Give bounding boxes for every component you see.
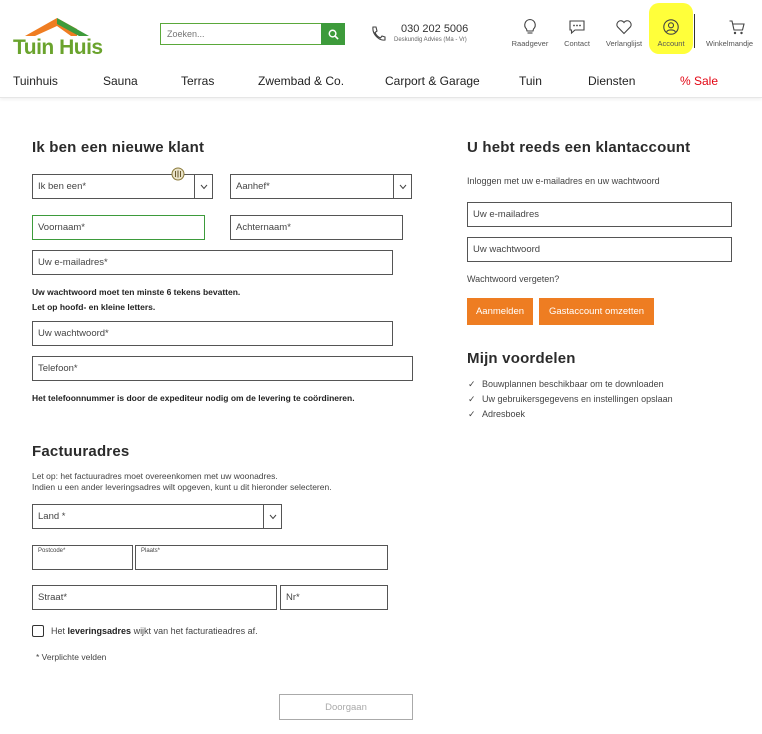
header-divider	[694, 14, 695, 48]
phone-subtitle: Deskundig Advies (Ma - Vr)	[394, 37, 467, 43]
bulb-icon	[522, 18, 538, 36]
check-icon: ✓	[468, 409, 476, 419]
main-nav	[0, 66, 762, 98]
benefits-title: Mijn voordelen	[467, 350, 576, 367]
login-email-field[interactable]	[467, 202, 732, 227]
benefit-text: Bouwplannen beschikbaar om te downloaden	[482, 379, 664, 389]
street-placeholder: Straat*	[38, 592, 68, 603]
billing-title: Factuuradres	[32, 443, 130, 460]
benefit-item	[468, 379, 664, 390]
country-value: Land *	[38, 511, 66, 522]
last-name-placeholder: Achternaam*	[236, 222, 291, 233]
house-number-field[interactable]	[280, 585, 388, 610]
check-icon: ✓	[468, 379, 476, 389]
country-select[interactable]	[32, 504, 282, 529]
logo[interactable]	[13, 16, 113, 60]
contact-label: Contact	[564, 39, 590, 48]
phone-icon	[370, 25, 386, 43]
salutation-value: Aanhef*	[236, 181, 270, 192]
required-note: * Verplichte velden	[36, 652, 107, 662]
winkelmandje-link[interactable]	[706, 18, 762, 52]
new-customer-title: Ik ben een nieuwe klant	[32, 139, 205, 156]
chat-icon	[568, 18, 586, 36]
city-field[interactable]	[135, 545, 388, 570]
guest-account-button[interactable]: Gastaccount omzetten	[539, 298, 654, 325]
password-field[interactable]	[32, 321, 393, 346]
phone-field[interactable]	[32, 356, 413, 381]
search-bar	[160, 23, 345, 45]
street-field[interactable]	[32, 585, 277, 610]
chevron-down-icon	[263, 505, 281, 528]
password-placeholder: Uw wachtwoord*	[38, 328, 109, 339]
phone-placeholder: Telefoon*	[38, 363, 78, 374]
email-placeholder: Uw e-mailadres*	[38, 257, 108, 268]
password-note-1: Uw wachtwoord moet ten minste 6 tekens bevatten.	[32, 287, 241, 297]
login-email-placeholder: Uw e-mailadres	[473, 209, 539, 220]
password-note-2: Let op hoofd- en kleine letters.	[32, 302, 156, 312]
nav-item-diensten[interactable]: Diensten	[588, 74, 636, 88]
nav-item-tuin[interactable]: Tuin	[519, 74, 542, 88]
email-field[interactable]	[32, 250, 393, 275]
benefit-item	[468, 409, 525, 420]
forgot-password-link[interactable]: Wachtwoord vergeten?	[467, 274, 560, 284]
nav-item-sauna[interactable]: Sauna	[103, 74, 138, 88]
phone-note: Het telefoonnummer is door de expediteur nodig om de levering te coördineren.	[32, 393, 355, 403]
house-number-placeholder: Nr*	[286, 592, 300, 603]
nav-item-sale[interactable]: % Sale	[680, 74, 719, 88]
nav-item-carport[interactable]: Carport & Garage	[385, 74, 480, 88]
billing-note-1: Let op: het factuuradres moet overeenkomen met uw woonadres.	[32, 471, 278, 481]
cursor-icon	[171, 167, 185, 181]
benefit-text: Adresboek	[482, 409, 526, 419]
salutation-select[interactable]	[230, 174, 412, 199]
search-button[interactable]	[321, 23, 345, 45]
search-icon	[328, 29, 339, 40]
benefit-text: Uw gebruikersgegevens en instellingen opslaan	[482, 394, 673, 404]
city-label: Plaats*	[141, 548, 161, 554]
customer-type-value: Ik ben een*	[38, 181, 87, 192]
cart-icon	[728, 18, 746, 36]
customer-type-select[interactable]	[32, 174, 213, 199]
first-name-placeholder: Voornaam*	[38, 222, 86, 233]
nav-item-terras[interactable]: Terras	[181, 74, 215, 88]
heart-icon	[615, 18, 633, 36]
delivery-suffix: wijkt van het facturatieadres af.	[131, 626, 258, 636]
delivery-address-checkbox[interactable]	[32, 625, 44, 637]
delivery-bold: leveringsadres	[67, 626, 132, 636]
login-password-field[interactable]	[467, 237, 732, 262]
user-icon	[662, 18, 680, 36]
delivery-address-label[interactable]	[51, 626, 258, 636]
login-button[interactable]: Aanmelden	[467, 298, 533, 325]
account-link[interactable]	[643, 18, 699, 52]
billing-note-2: Indien u een ander leveringsadres wilt opgeven, kunt u dit hieronder selecteren.	[32, 482, 332, 492]
chevron-down-icon	[194, 175, 212, 198]
account-label: Account	[657, 39, 685, 48]
continue-button[interactable]: Doorgaan	[279, 694, 413, 720]
logo-text: Tuin Huis	[13, 36, 103, 59]
delivery-prefix: Het	[51, 626, 68, 636]
first-name-field[interactable]	[32, 215, 205, 240]
postcode-field[interactable]	[32, 545, 133, 570]
roof-icon	[21, 16, 93, 36]
check-icon: ✓	[468, 394, 476, 404]
phone-number[interactable]: 030 202 5006	[401, 23, 469, 35]
chevron-down-icon	[393, 175, 411, 198]
raadgever-label: Raadgever	[511, 39, 549, 48]
nav-item-zwembad[interactable]: Zwembad & Co.	[258, 74, 345, 88]
search-input[interactable]	[161, 24, 321, 44]
login-password-placeholder: Uw wachtwoord	[473, 244, 541, 255]
winkelmandje-label: Winkelmandje	[706, 39, 754, 48]
login-intro: Inloggen met uw e-mailadres en uw wachtwoord	[467, 176, 660, 186]
last-name-field[interactable]	[230, 215, 403, 240]
postcode-label: Postcode*	[38, 548, 66, 554]
existing-customer-title: U hebt reeds een klantaccount	[467, 139, 691, 156]
verlanglijst-label: Verlanglijst	[605, 39, 643, 48]
benefit-item	[468, 394, 673, 405]
nav-item-tuinhuis[interactable]: Tuinhuis	[13, 74, 58, 88]
